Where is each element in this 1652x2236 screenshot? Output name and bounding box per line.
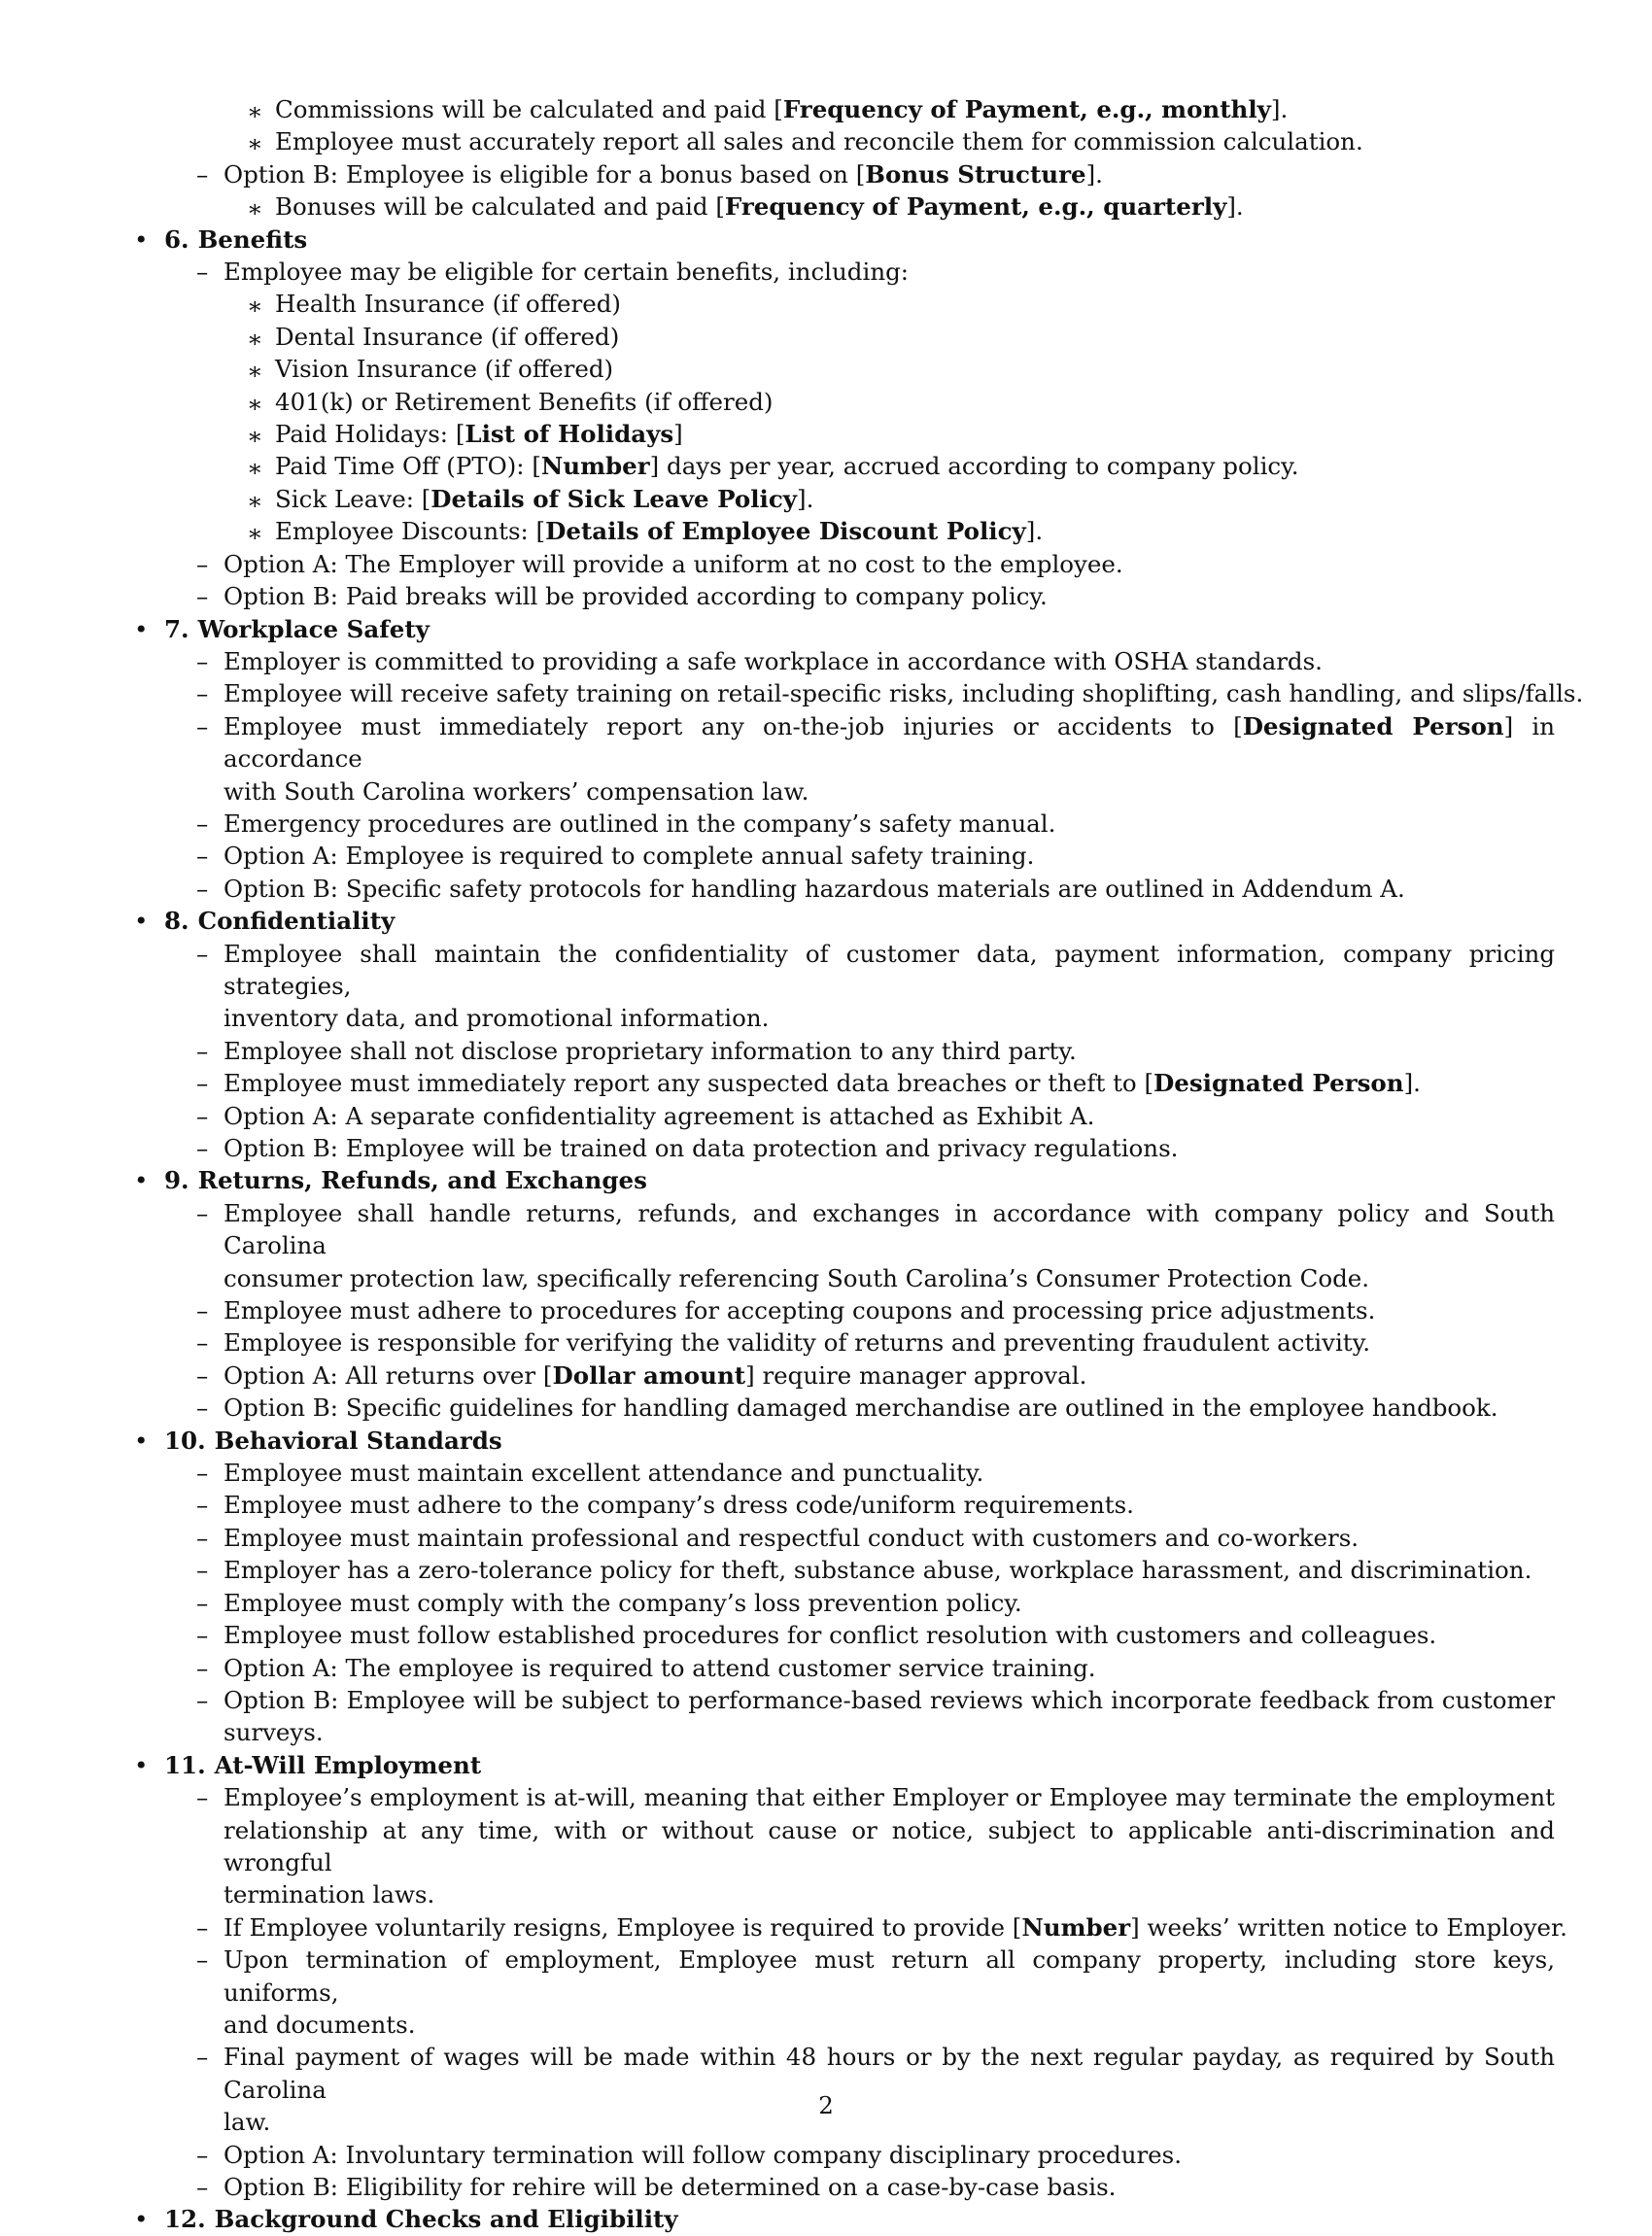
list-item: ∗ Dental Insurance (if offered) [134, 321, 1555, 353]
bullet-icon: • [134, 1426, 149, 1455]
bullet-icon: • [134, 1166, 149, 1195]
list-item-continuation: surveys. [224, 1718, 324, 1747]
list-item: – Employee must adhere to procedures for accepting coupons and processing price adjustments. [134, 1294, 1555, 1326]
dash-bullet-icon: – [196, 2140, 209, 2169]
list-item: – Employee must adhere to the company’s dress code/uniform requirements. [134, 1489, 1555, 1521]
dash-bullet-icon: – [196, 2043, 209, 2072]
list-item: – Employee will receive safety training on retail-specific risks, including shoplifting, cash handling, and slips/falls. [134, 677, 1555, 709]
list-item-continuation: with South Carolina workers’ compensation law. [224, 776, 809, 806]
dash-bullet-icon: – [196, 1621, 209, 1650]
dash-bullet-icon: – [196, 1556, 209, 1585]
list-item: – Employee shall handle returns, refunds, and exchanges in accordance with company policy and South Carolina [196, 1198, 1555, 1260]
section-heading: • 11. At-Will Employment [134, 1749, 1555, 1781]
list-item: ∗ Employee Discounts: [Details of Employee Discount Policy]. [134, 515, 1555, 547]
dash-bullet-icon: – [196, 258, 209, 287]
dash-bullet-icon: – [196, 1459, 209, 1488]
dash-bullet-icon: – [196, 1328, 209, 1358]
list-item: – If Employee voluntarily resigns, Employee is required to provide [Number] weeks’ written notice to Employer. [134, 1911, 1555, 1944]
list-item: – Option B: Specific guidelines for handling damaged merchandise are outlined in the employee handbook. [134, 1392, 1555, 1424]
bullet-icon: • [134, 2205, 149, 2234]
dash-bullet-icon: – [196, 1653, 209, 1682]
list-item: – Employee must comply with the company’s loss prevention policy. [134, 1587, 1555, 1619]
dash-bullet-icon: – [196, 842, 209, 871]
list-item: – Option A: The Employer will provide a uniform at no cost to the employee. [134, 548, 1555, 580]
list-item: ∗ Vision Insurance (if offered) [134, 353, 1555, 385]
list-item-continuation: termination laws. [224, 1880, 435, 1909]
list-item: – Employer has a zero-tolerance policy for theft, substance abuse, workplace harassment, and discrimination. [134, 1554, 1555, 1586]
asterisk-bullet-icon: ∗ [247, 357, 263, 386]
list-item: ∗ Sick Leave: [Details of Sick Leave Policy]. [134, 483, 1555, 515]
list-item: – Employee must maintain professional and respectful conduct with customers and co-workers. [134, 1522, 1555, 1554]
list-item: – Option B: Employee will be trained on data protection and privacy regulations. [134, 1132, 1555, 1164]
list-item: ∗ Bonuses will be calculated and paid [Frequency of Payment, e.g., quarterly]. [134, 190, 1555, 223]
list-item: – Employee must maintain excellent attendance and punctuality. [134, 1457, 1555, 1489]
asterisk-bullet-icon: ∗ [247, 292, 263, 321]
list-item: – Option A: All returns over [Dollar amount] require manager approval. [134, 1359, 1555, 1392]
bullet-icon: • [134, 907, 149, 936]
dash-bullet-icon: – [196, 159, 209, 189]
bullet-icon: • [134, 224, 149, 254]
dash-bullet-icon: – [196, 679, 209, 708]
list-item: – Final payment of wages will be made within 48 hours or by the next regular payday, as required by South Carolina [196, 2043, 1555, 2104]
list-item: – Employee is responsible for verifying the validity of returns and preventing fraudulent activity. [134, 1326, 1555, 1359]
list-item: – Employee must immediately report any suspected data breaches or theft to [Designated Person]. [134, 1067, 1555, 1099]
dash-bullet-icon: – [196, 1588, 209, 1617]
dash-bullet-icon: – [196, 646, 209, 675]
asterisk-bullet-icon: ∗ [247, 422, 263, 451]
dash-bullet-icon: – [196, 1101, 209, 1130]
list-item: ∗ Health Insurance (if offered) [134, 288, 1555, 320]
page-number: 2 [818, 2091, 834, 2119]
list-item: – Employee must follow established procedures for conflict resolution with customers and colleagues. [134, 1619, 1555, 1651]
dash-bullet-icon: – [196, 1069, 209, 1098]
list-item-continuation: law. [224, 2108, 271, 2137]
list-item: – Emergency procedures are outlined in the company’s safety manual. [134, 808, 1555, 840]
dash-bullet-icon: – [196, 2173, 209, 2201]
bullet-icon: • [134, 1750, 149, 1779]
dash-bullet-icon: – [196, 1523, 209, 1552]
list-item: – Option B: Specific safety protocols for handling hazardous materials are outlined in Addendum A. [134, 873, 1555, 905]
list-item-continuation: consumer protection law, specifically referencing South Carolina’s Consumer Protection Code. [224, 1263, 1370, 1292]
dash-bullet-icon: – [196, 1491, 209, 1520]
list-item: – Option A: Employee is required to complete annual safety training. [134, 840, 1555, 872]
dash-bullet-icon: – [196, 1198, 209, 1227]
dash-bullet-icon: – [196, 1296, 209, 1325]
dash-bullet-icon: – [196, 1360, 209, 1390]
section-heading: • 8. Confidentiality [134, 905, 1555, 937]
asterisk-bullet-icon: ∗ [247, 454, 263, 483]
section-heading: • 9. Returns, Refunds, and Exchanges [134, 1164, 1555, 1196]
dash-bullet-icon: – [196, 1912, 209, 1942]
dash-bullet-icon: – [196, 1134, 209, 1162]
list-item: – Option B: Paid breaks will be provided according to company policy. [134, 580, 1555, 612]
list-item: – Option A: A separate confidentiality agreement is attached as Exhibit A. [134, 1100, 1555, 1132]
section-heading: • 10. Behavioral Standards [134, 1425, 1555, 1457]
section-heading: • 12. Background Checks and Eligibility [134, 2203, 1555, 2235]
asterisk-bullet-icon: ∗ [247, 194, 263, 224]
asterisk-bullet-icon: ∗ [247, 519, 263, 548]
list-item-continuation: and documents. [224, 2010, 416, 2039]
list-item-continuation: inventory data, and promotional information. [224, 1004, 770, 1033]
list-item-continuation: relationship at any time, with or without cause or notice, subject to applicable anti-discrimination and wrongful [224, 1815, 1555, 1876]
dash-bullet-icon: – [196, 1945, 209, 1975]
asterisk-bullet-icon: ∗ [247, 324, 263, 353]
asterisk-bullet-icon: ∗ [247, 129, 263, 158]
list-item: – Employee shall maintain the confidentiality of customer data, payment information, company pricing strategies, [196, 939, 1555, 1000]
section-heading: • 7. Workplace Safety [134, 613, 1555, 645]
list-item: – Employee may be eligible for certain benefits, including: [134, 256, 1555, 288]
list-item: – Option B: Eligibility for rehire will be determined on a case-by-case basis. [134, 2171, 1555, 2203]
dash-bullet-icon: – [196, 1393, 209, 1423]
list-item: – Employee must immediately report any on-the-job injuries or accidents to [Designated Person] in accordance [196, 711, 1555, 774]
bullet-icon: • [134, 614, 149, 643]
dash-bullet-icon: – [196, 939, 209, 968]
list-item: ∗ Paid Holidays: [List of Holidays] [134, 418, 1555, 450]
asterisk-bullet-icon: ∗ [247, 486, 263, 515]
dash-bullet-icon: – [196, 549, 209, 578]
dash-bullet-icon: – [196, 1036, 209, 1065]
list-item: ∗ Paid Time Off (PTO): [Number] days per year, accrued according to company policy. [134, 450, 1555, 482]
list-item: – Employee’s employment is at-will, meaning that either Employer or Employee may terminate the employment [134, 1781, 1555, 1813]
asterisk-bullet-icon: ∗ [247, 389, 263, 418]
dash-bullet-icon: – [196, 1783, 209, 1812]
list-item: ∗ Commissions will be calculated and paid [Frequency of Payment, e.g., monthly]. [134, 93, 1555, 125]
list-item: ∗ 401(k) or Retirement Benefits (if offered) [134, 386, 1555, 418]
section-heading: • 6. Benefits [134, 224, 1555, 256]
list-item: – Option A: The employee is required to attend customer service training. [134, 1652, 1555, 1684]
dash-bullet-icon: – [196, 711, 209, 740]
list-item: – Employee shall not disclose proprietary information to any third party. [134, 1035, 1555, 1067]
document-body [134, 93, 1584, 2236]
dash-bullet-icon: – [196, 808, 209, 838]
list-item: – Option B: Employee will be subject to performance-based reviews which incorporate feedback from customer [134, 1684, 1555, 1716]
list-item: – Option A: Involuntary termination will follow company disciplinary procedures. [134, 2139, 1555, 2171]
list-item: – Upon termination of employment, Employee must return all company property, including store keys, uniforms, [196, 1945, 1555, 2007]
list-item: – Employer is committed to providing a safe workplace in accordance with OSHA standards. [134, 645, 1555, 677]
list-item: ∗ Employee must accurately report all sales and reconcile them for commission calculation. [134, 125, 1555, 157]
list-item: – Option B: Employee is eligible for a bonus based on [Bonus Structure]. [134, 158, 1555, 190]
dash-bullet-icon: – [196, 582, 209, 611]
dash-bullet-icon: – [196, 1685, 209, 1714]
dash-bullet-icon: – [196, 874, 209, 903]
asterisk-bullet-icon: ∗ [247, 97, 263, 125]
